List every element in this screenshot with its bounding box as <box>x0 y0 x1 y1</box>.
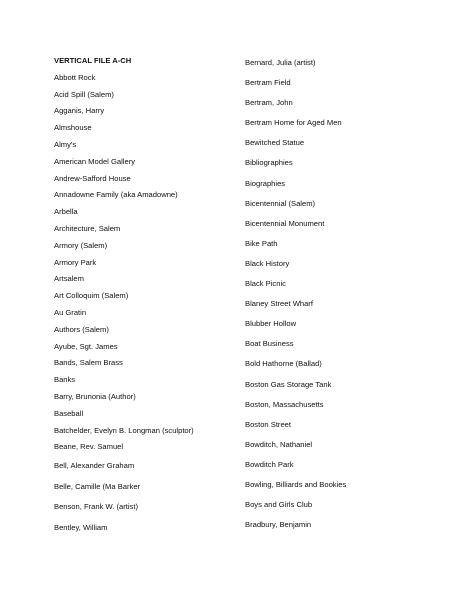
list-item: Belle, Camille (Ma Barker <box>54 481 141 491</box>
list-item: Bell, Alexander Graham <box>54 461 135 471</box>
list-item: Bowditch, Nathaniel <box>245 439 313 449</box>
list-item: Bernard, Julia (artist) <box>245 58 316 67</box>
list-item: Bowditch Park <box>245 459 294 469</box>
list-item: Biographies <box>245 178 286 188</box>
list-item: Acid Spill (Salem) <box>54 89 114 99</box>
list-item: Bicentennial Monument <box>245 218 325 228</box>
page-heading: VERTICAL FILE A-CH <box>54 56 132 65</box>
list-item: Bewitched Statue <box>245 138 305 148</box>
list-item: Bands, Salem Brass <box>54 358 123 368</box>
list-item: Bold Hathorne (Ballad) <box>245 359 322 369</box>
list-item: Andrew-Safford House <box>54 173 131 183</box>
left-column <box>54 53 239 538</box>
list-item: Bibliographies <box>245 158 293 168</box>
list-item: Batchelder, Evelyn B. Longman (sculptor) <box>54 425 194 435</box>
list-item: Bradbury, Benjamin <box>245 520 312 530</box>
list-item: Agganis, Harry <box>54 106 105 116</box>
list-item: Barry, Brunonia (Author) <box>54 391 136 401</box>
list-item: Boston Gas Storage Tank <box>245 379 332 389</box>
list-item: Bike Path <box>245 238 278 248</box>
right-column <box>245 53 455 535</box>
list-item: Banks <box>54 375 76 385</box>
list-item: Bertram, John <box>245 98 293 108</box>
list-item: Blubber Hollow <box>245 319 297 329</box>
list-item: Benson, Frank W. (artist) <box>54 502 138 512</box>
list-item: Baseball <box>54 408 84 418</box>
list-item: Abbott Rock <box>54 72 96 82</box>
list-item: Blaney Street Wharf <box>245 299 313 309</box>
list-item: Bertram Home for Aged Men <box>245 118 342 128</box>
list-item: Bentley, William <box>54 522 108 532</box>
list-item: Boston, Massachusetts <box>245 399 324 409</box>
list-item: Art Colloquim (Salem) <box>54 291 129 301</box>
list-item: Annadowne Family (aka Amadowne) <box>54 190 178 200</box>
list-item: Almy's <box>54 139 77 149</box>
list-item: Bowling, Billiards and Bookies <box>245 479 347 489</box>
list-item: Black History <box>245 258 290 268</box>
list-item: Architecture, Salem <box>54 223 121 233</box>
list-item: Arbella <box>54 207 78 217</box>
list-item: Armory Park <box>54 257 97 267</box>
list-item: Boat Business <box>245 339 294 349</box>
list-item: American Model Gallery <box>54 156 136 166</box>
list-item: Bicentennial (Salem) <box>245 198 316 208</box>
list-item: Beane, Rev. Samuel <box>54 442 124 452</box>
list-item: Boston Street <box>245 419 292 429</box>
list-item: Almshouse <box>54 123 92 133</box>
list-item: Black Picnic <box>245 279 286 289</box>
list-item: Authors (Salem) <box>54 324 109 334</box>
list-item: Artsalem <box>54 274 84 284</box>
list-item: Armory (Salem) <box>54 240 108 250</box>
list-item: Bertram Field <box>245 78 291 88</box>
list-item: Boys and Girls Club <box>245 500 313 510</box>
list-item: Ayube, Sgt. James <box>54 341 118 351</box>
list-item: Au Gratin <box>54 307 87 317</box>
